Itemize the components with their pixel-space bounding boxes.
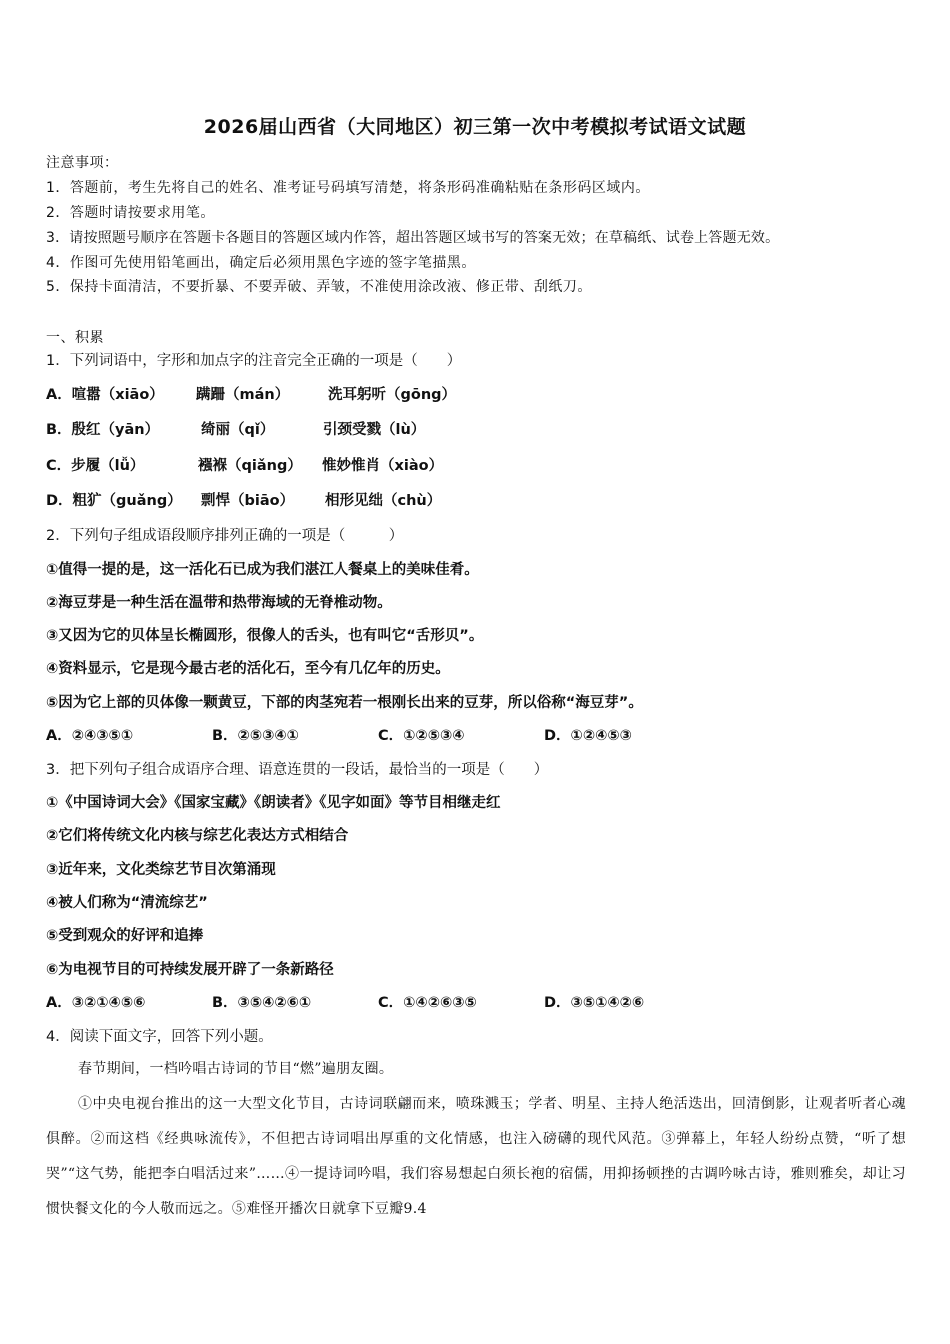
option-choice: B．③⑤④②⑥① (212, 995, 312, 1011)
question-1-stem: 1．下列词语中，字形和加点字的注音完全正确的一项是（ ） (46, 353, 462, 369)
option-choice: A．②④③⑤① (46, 728, 134, 744)
q3-sentence: ②它们将传统文化内核与综艺化表达方式相结合 (46, 828, 349, 844)
notice-item: 2．答题时请按要求用笔。 (46, 205, 215, 221)
section-heading: 一、积累 (46, 330, 104, 346)
q2-sentence: ③又因为它的贝体呈长椭圆形，很像人的舌头，也有叫它“舌形贝”。 (46, 628, 484, 644)
notice-item: 4．作图可先使用铅笔画出，确定后必须用黑色字迹的签字笔描黑。 (46, 255, 476, 271)
q1-option-d (46, 491, 441, 511)
option-word: 襁褓（qiǎng） (198, 458, 302, 474)
notice-item: 1．答题前，考生先将自己的姓名、准考证号码填写清楚，将条形码准确粘贴在条形码区域内。 (46, 180, 650, 196)
q2-sentence: ④资料显示，它是现今最古老的活化石，至今有几亿年的历史。 (46, 661, 450, 677)
option-choice: D．①②④⑤③ (544, 728, 632, 744)
option-word: 剽悍（biāo） (201, 493, 295, 509)
question-4-stem: 4．阅读下面文字，回答下列小题。 (46, 1029, 273, 1045)
q3-options (46, 993, 644, 1013)
notice-item: 3．请按照题号顺序在答题卡各题目的答题区域内作答，超出答题区域书写的答案无效；在草稿纸、试卷上答题无效。 (46, 230, 780, 246)
option-word: 绮丽（qǐ） (201, 422, 275, 438)
q2-options (46, 726, 632, 746)
q1-option-a (46, 385, 456, 405)
q3-sentence: ⑤受到观众的好评和追捧 (46, 928, 204, 944)
q3-sentence: ④被人们称为“清流综艺” (46, 895, 208, 911)
q1-option-c (46, 456, 443, 476)
q1-option-b (46, 420, 425, 440)
question-3-stem: 3．把下列句子组合成语序合理、语意连贯的一段话，最恰当的一项是（ ） (46, 762, 549, 778)
notice-heading: 注意事项： (46, 155, 119, 171)
q3-sentence: ③近年来，文化类综艺节目次第涌现 (46, 862, 276, 878)
exam-title: 2026届山西省（大同地区）初三第一次中考模拟考试语文试题 (203, 116, 747, 138)
q2-sentence: ①值得一提的是，这一活化石已成为我们湛江人餐桌上的美味佳肴。 (46, 562, 479, 578)
option-word: C．步履（lǚ） (46, 458, 145, 474)
q3-sentence: ①《中国诗词大会》《国家宝藏》《朗读者》《见字如面》等节目相继走红 (46, 795, 501, 811)
option-choice: A．③②①④⑤⑥ (46, 995, 146, 1011)
reading-paragraph: 春节期间，一档吟唱古诗词的节目“燃”遍朋友圈。 (78, 1061, 394, 1077)
notice-item: 5．保持卡面清洁，不要折暴、不要弄破、弄皱，不准使用涂改液、修正带、刮纸刀。 (46, 279, 592, 295)
option-word: 洗耳躬听（gōng） (328, 387, 457, 403)
q3-sentence: ⑥为电视节目的可持续发展开辟了一条新路径 (46, 962, 334, 978)
option-choice: C．①②⑤③④ (378, 728, 465, 744)
option-word: 蹒跚（mán） (196, 387, 290, 403)
option-word: A．喧嚣（xiāo） (46, 387, 164, 403)
q2-sentence: ②海豆芽是一种生活在温带和热带海域的无脊椎动物。 (46, 595, 392, 611)
q2-sentence: ⑤因为它上部的贝体像一颗黄豆，下部的肉茎宛若一根刚长出来的豆芽，所以俗称“海豆芽”。 (46, 695, 643, 711)
reading-paragraph: ①中央电视台推出的这一大型文化节目，古诗词联翩而来，喷珠溅玉；学者、明星、主持人绝活迭出，回清倒影，让观者听者心魂俱醉。②而这档《经典咏流传》，不但把古诗词唱出厚重的文化情感，也注入磅礴的现代风范。③弹幕上，年轻人纷纷点赞，“听了想哭”“这气势，能把李白唱活过来”……④一提诗词吟唱，我们容易想起白须长袍的宿儒，用抑扬顿挫的古调吟咏古诗，雅则雅矣，却让习惯快餐文化的今人敬而远之。⑤难怪开播次日就拿下豆瓣9.4 (46, 1096, 906, 1217)
option-choice: D．③⑤①④②⑥ (544, 995, 645, 1011)
option-word: D．粗犷（guǎng） (46, 493, 182, 509)
option-word: B．殷红（yān） (46, 422, 160, 438)
option-word: 引颈受戮（lù） (323, 422, 426, 438)
option-choice: C．①④②⑥③⑤ (378, 995, 477, 1011)
option-word: 相形见绌（chù） (325, 493, 442, 509)
question-2-stem: 2．下列句子组成语段顺序排列正确的一项是（ ） (46, 528, 404, 544)
option-choice: B．②⑤③④① (212, 728, 299, 744)
option-word: 惟妙惟肖（xiào） (322, 458, 444, 474)
